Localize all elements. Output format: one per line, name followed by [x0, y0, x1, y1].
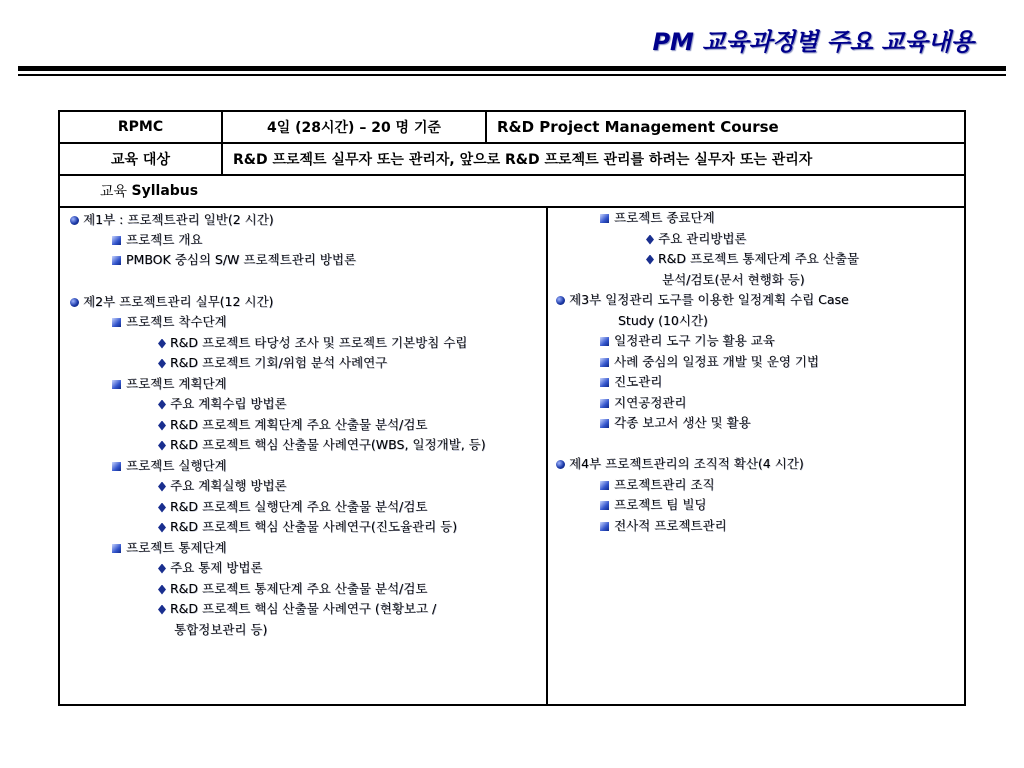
- list-item: 프로젝트 개요: [112, 232, 202, 248]
- title-rule-thick: [18, 66, 1006, 71]
- square-bullet-icon: [112, 318, 121, 327]
- square-bullet-icon: [112, 256, 121, 265]
- syllabus-body: [60, 208, 964, 704]
- diamond-bullet-icon: [158, 585, 166, 595]
- title-rule-thin: [18, 74, 1006, 76]
- square-bullet-icon: [600, 399, 609, 408]
- diamond-bullet-icon: [158, 605, 166, 615]
- target-value: R&D 프로젝트 실무자 또는 관리자, 앞으로 R&D 프로젝트 관리를 하려는 실무자 또는 관리자: [233, 152, 813, 168]
- square-bullet-icon: [600, 358, 609, 367]
- list-item: R&D 프로젝트 핵심 산출물 사례연구(WBS, 일정개발, 등): [158, 437, 486, 453]
- list-item: 제4부 프로젝트관리의 조직적 확산(4 시간): [556, 456, 804, 472]
- list-item: 주요 관리방법론: [646, 231, 747, 247]
- page-title: PM 교육과정별 주요 교육내용: [652, 28, 974, 56]
- square-bullet-icon: [112, 544, 121, 553]
- square-bullet-icon: [600, 481, 609, 490]
- square-bullet-icon: [112, 380, 121, 389]
- table-row-course: [60, 112, 964, 144]
- list-item: 제1부 : 프로젝트관리 일반(2 시간): [70, 212, 274, 228]
- square-bullet-icon: [112, 462, 121, 471]
- diamond-bullet-icon: [158, 523, 166, 533]
- list-item: 제2부 프로젝트관리 실무(12 시간): [70, 294, 273, 310]
- square-bullet-icon: [600, 419, 609, 428]
- list-item: 지연공정관리: [600, 395, 686, 411]
- list-item: 프로젝트 종료단계: [600, 210, 715, 226]
- list-item: 프로젝트관리 조직: [600, 477, 715, 493]
- table-row-target: [60, 144, 964, 176]
- diamond-bullet-icon: [158, 564, 166, 574]
- list-item: 프로젝트 팀 빌딩: [600, 497, 706, 513]
- square-bullet-icon: [600, 501, 609, 510]
- round-bullet-icon: [70, 216, 79, 225]
- list-item: R&D 프로젝트 실행단계 주요 산출물 분석/검토: [158, 499, 427, 515]
- list-item: 프로젝트 실행단계: [112, 458, 227, 474]
- list-item: 각종 보고서 생산 및 활용: [600, 415, 751, 431]
- syllabus-prefix: 교육: [100, 184, 128, 200]
- list-item: 전사적 프로젝트관리: [600, 518, 727, 534]
- diamond-bullet-icon: [158, 441, 166, 451]
- target-label: 교육 대상: [60, 144, 223, 174]
- diamond-bullet-icon: [158, 482, 166, 492]
- square-bullet-icon: [600, 214, 609, 223]
- list-item: R&D 프로젝트 계획단계 주요 산출물 분석/검토: [158, 417, 427, 433]
- list-item: R&D 프로젝트 핵심 산출물 사례연구(진도율관리 등): [158, 519, 457, 535]
- square-bullet-icon: [600, 522, 609, 531]
- list-item-continuation: 분석/검토(문서 현행화 등): [662, 272, 805, 287]
- round-bullet-icon: [70, 298, 79, 307]
- list-item: PMBOK 중심의 S/W 프로젝트관리 방법론: [112, 252, 356, 268]
- list-item: 프로젝트 착수단계: [112, 314, 227, 330]
- syllabus-left-column: [60, 208, 548, 704]
- square-bullet-icon: [112, 236, 121, 245]
- diamond-bullet-icon: [646, 235, 654, 245]
- course-duration: 4일 (28시간) – 20 명 기준: [223, 112, 487, 142]
- list-item: R&D 프로젝트 통제단계 주요 산출물 분석/검토: [158, 581, 427, 597]
- diamond-bullet-icon: [646, 255, 654, 265]
- syllabus-right-column: [548, 208, 964, 704]
- list-item: R&D 프로젝트 통제단계 주요 산출물: [646, 251, 859, 267]
- list-item: 진도관리: [600, 374, 662, 390]
- round-bullet-icon: [556, 296, 565, 305]
- list-item: 주요 통제 방법론: [158, 560, 262, 576]
- diamond-bullet-icon: [158, 503, 166, 513]
- list-item: 주요 계획수립 방법론: [158, 396, 287, 412]
- round-bullet-icon: [556, 460, 565, 469]
- course-code: RPMC: [60, 112, 223, 142]
- table-row-syllabus-header: [60, 176, 964, 208]
- list-item: R&D 프로젝트 타당성 조사 및 프로젝트 기본방침 수립: [158, 335, 467, 351]
- list-item: 사례 중심의 일정표 개발 및 운영 기법: [600, 354, 819, 370]
- list-item: R&D 프로젝트 핵심 산출물 사례연구 (현황보고 /: [158, 601, 436, 617]
- list-item-continuation: 통합정보관리 등): [174, 622, 268, 637]
- diamond-bullet-icon: [158, 359, 166, 369]
- list-item: 프로젝트 통제단계: [112, 540, 227, 556]
- list-item: 프로젝트 계획단계: [112, 376, 227, 392]
- square-bullet-icon: [600, 337, 609, 346]
- list-item: 일정관리 도구 기능 활용 교육: [600, 333, 775, 349]
- list-item: R&D 프로젝트 기회/위험 분석 사례연구: [158, 355, 387, 371]
- diamond-bullet-icon: [158, 421, 166, 431]
- syllabus-label: Syllabus: [131, 183, 199, 199]
- syllabus-header: [100, 176, 198, 206]
- diamond-bullet-icon: [158, 400, 166, 410]
- list-item: 주요 계획실행 방법론: [158, 478, 287, 494]
- course-table: [58, 110, 966, 706]
- course-name: R&D Project Management Course: [497, 118, 779, 136]
- list-item-continuation: Study (10시간): [618, 313, 708, 328]
- square-bullet-icon: [600, 378, 609, 387]
- list-item: 제3부 일정관리 도구를 이용한 일정계획 수립 Case: [556, 292, 849, 308]
- diamond-bullet-icon: [158, 339, 166, 349]
